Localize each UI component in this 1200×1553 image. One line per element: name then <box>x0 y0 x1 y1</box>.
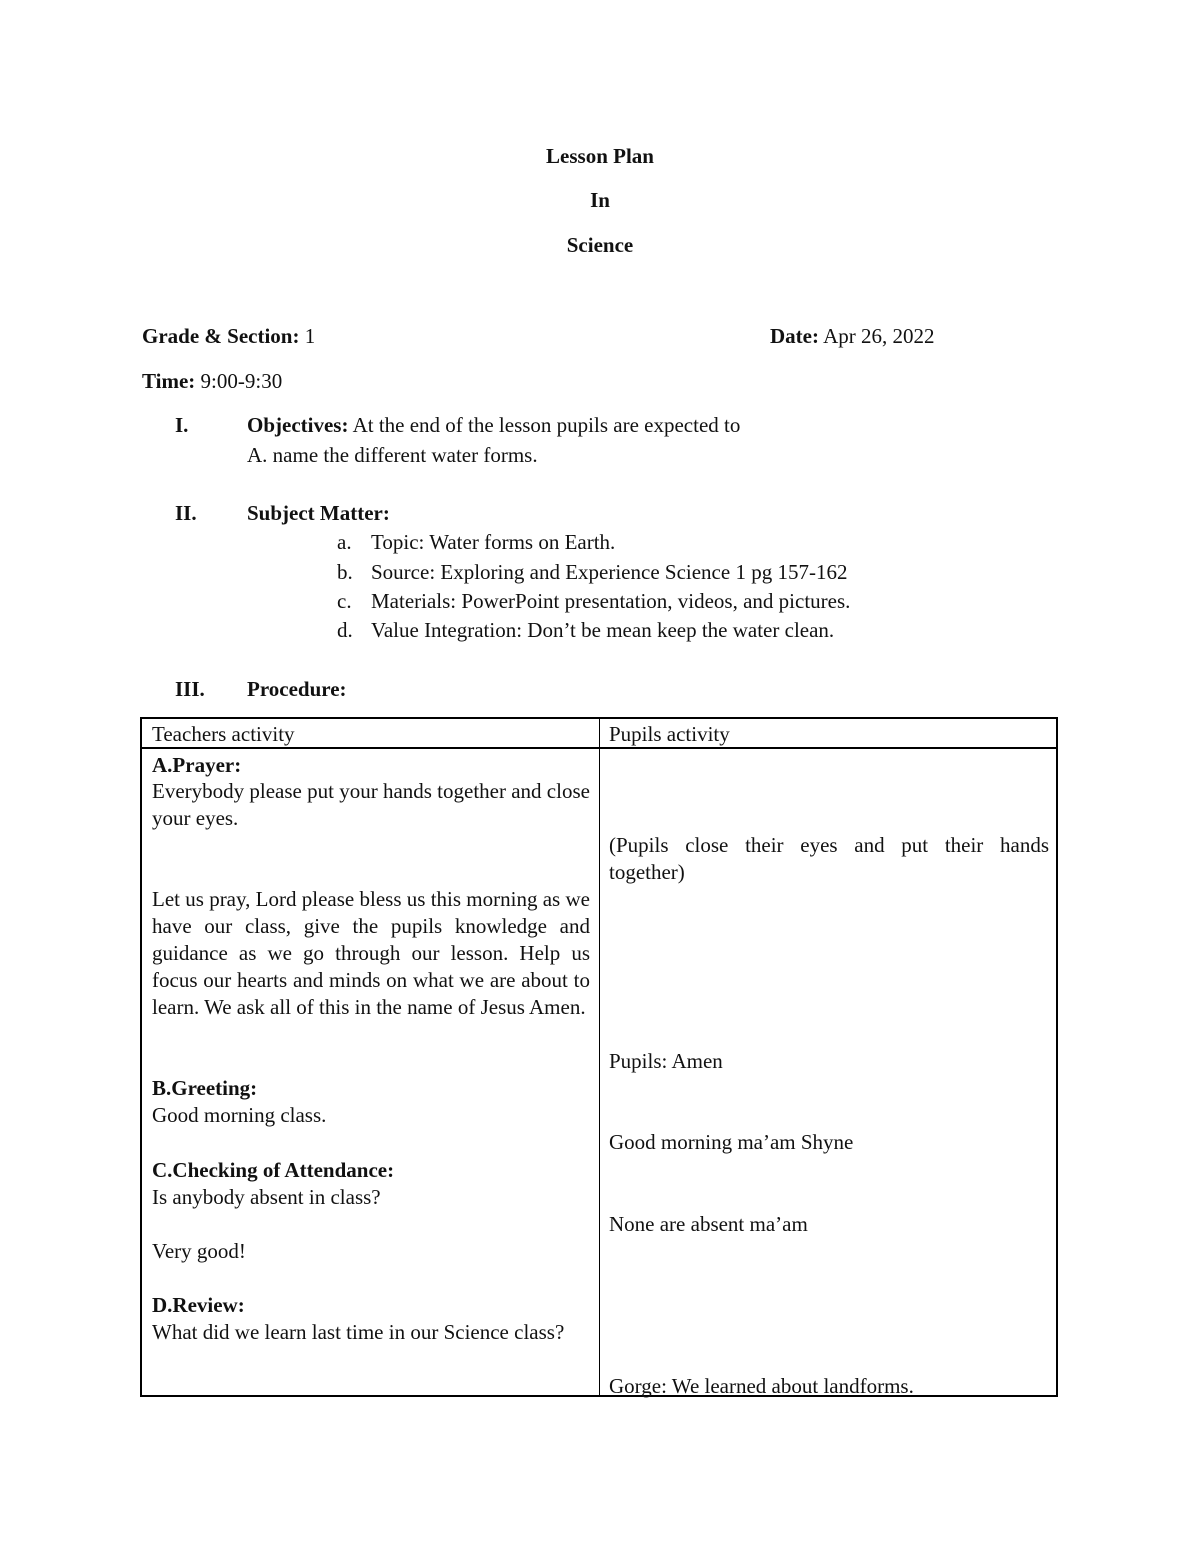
procedure-heading: Procedure: <box>247 677 347 701</box>
objectives-line <box>247 413 740 438</box>
attendance-heading: C.Checking of Attendance: <box>152 1158 395 1182</box>
greeting-heading: B.Greeting: <box>152 1076 258 1100</box>
pupils-attendance-response: None are absent ma’am <box>609 1212 808 1236</box>
title-subject: Science <box>566 233 634 257</box>
teacher-review-question: What did we learn last time in our Science class? <box>152 1320 565 1344</box>
date-label: Date: <box>770 324 819 348</box>
subject-item-materials: Materials: PowerPoint presentation, videos, and pictures. <box>371 589 851 613</box>
header-pupils-activity: Pupils activity <box>609 722 730 746</box>
subject-item-topic: Topic: Water forms on Earth. <box>371 530 616 554</box>
pupils-greeting-response: Good morning ma’am Shyne <box>609 1130 854 1154</box>
time-value: 9:00-9:30 <box>200 369 283 393</box>
grade-section-label: Grade & Section: <box>142 324 300 348</box>
objectives-intro: At the end of the lesson pupils are expected to <box>352 413 741 437</box>
time-field <box>142 369 282 394</box>
subject-item-letter: b. <box>337 560 353 584</box>
column-divider <box>599 719 600 1395</box>
subject-item-letter: d. <box>337 618 353 642</box>
pupils-prayer-action: (Pupils close their eyes and put their hands together) <box>609 833 1049 884</box>
title-lesson-plan: Lesson Plan <box>546 144 654 168</box>
subject-item-source: Source: Exploring and Experience Science 1 pg 157-162 <box>371 560 848 584</box>
teacher-greeting: Good morning class. <box>152 1103 327 1127</box>
grade-section-field <box>142 324 315 349</box>
header-teachers-activity: Teachers activity <box>152 722 295 746</box>
teacher-attendance-question: Is anybody absent in class? <box>152 1185 381 1209</box>
date-value: Apr 26, 2022 <box>823 324 935 348</box>
teacher-prayer-instruction: Everybody please put your hands together and close your eyes. <box>152 779 590 830</box>
grade-section-value: 1 <box>304 324 316 348</box>
date-field <box>770 324 935 349</box>
teacher-prayer-text: Let us pray, Lord please bless us this morning as we have our class, give the pupils knowledge and guidance as we go through our lesson. Help us focus our hearts and minds on what we are about to learn. We ask all of this in the name of Jesus Amen. <box>152 887 590 1019</box>
subject-matter-numeral: II. <box>175 501 197 525</box>
procedure-table <box>140 717 1058 1397</box>
objectives-heading: Objectives: <box>247 413 349 437</box>
subject-matter-heading: Subject Matter: <box>247 501 390 525</box>
title-in: In <box>590 188 610 212</box>
time-label: Time: <box>142 369 196 393</box>
teacher-attendance-response: Very good! <box>152 1239 246 1263</box>
objective-item: A. name the different water forms. <box>247 443 538 467</box>
header-divider <box>142 747 1056 749</box>
pupils-review-response: Gorge: We learned about landforms. <box>609 1374 914 1398</box>
prayer-heading: A.Prayer: <box>152 753 242 777</box>
objectives-numeral: I. <box>175 413 189 437</box>
subject-item-letter: c. <box>337 589 352 613</box>
procedure-numeral: III. <box>175 677 205 701</box>
review-heading: D.Review: <box>152 1293 245 1317</box>
subject-item-letter: a. <box>337 530 352 554</box>
subject-item-value-integration: Value Integration: Don’t be mean keep the water clean. <box>371 618 835 642</box>
pupils-prayer-response: Pupils: Amen <box>609 1049 723 1073</box>
